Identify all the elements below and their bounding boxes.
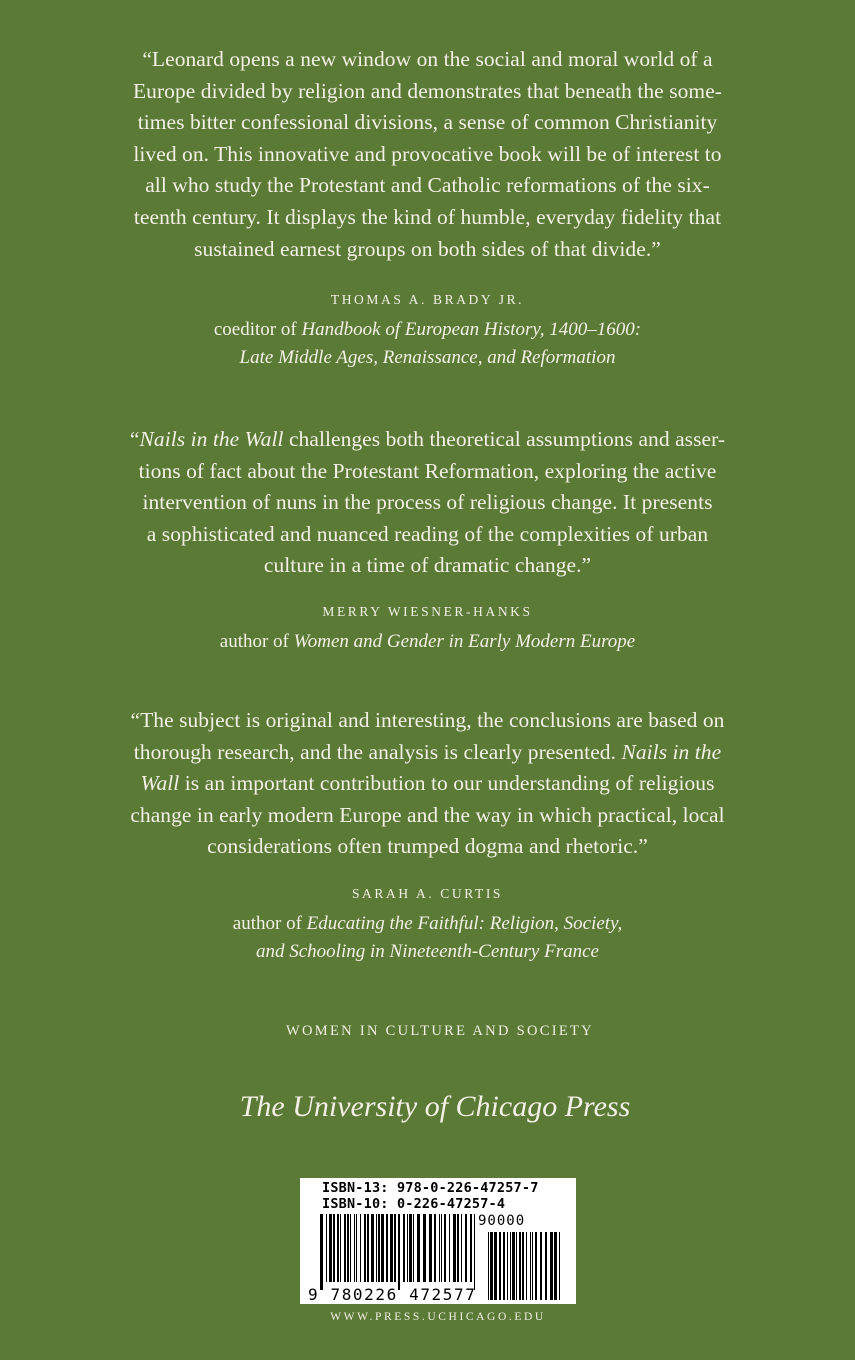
- barcode-bar: [434, 1214, 436, 1282]
- barcode-bar: [354, 1214, 355, 1282]
- blurb-line: Europe divided by religion and demonstrates that beneath the some-: [132, 78, 722, 103]
- blurb-line: “The subject is original and interesting, the conclusions are based on: [130, 708, 725, 732]
- barcode-bar: [329, 1214, 332, 1282]
- barcode-bar: [554, 1232, 557, 1300]
- barcode-bar: [507, 1232, 508, 1300]
- barcode-bar: [413, 1214, 414, 1282]
- isbn10-text: ISBN-10: 0-226-47257-4: [322, 1196, 506, 1212]
- barcode-bar: [470, 1214, 472, 1282]
- blurb-wiesner-hanks: [0, 424, 855, 582]
- barcode-bar: [367, 1214, 369, 1282]
- barcode-bar: [320, 1214, 323, 1290]
- blurb-line: lived on. This innovative and provocative book will be of interest to: [133, 141, 722, 166]
- barcode-bar: [516, 1232, 517, 1300]
- book-title: Wall: [140, 771, 180, 796]
- book-title: Nails in the Wall: [139, 427, 284, 451]
- barcode-bar: [540, 1232, 542, 1300]
- blurb-brady: [0, 44, 855, 265]
- barcode-bar: [444, 1214, 446, 1282]
- barcode-bar: [376, 1214, 377, 1282]
- barcode-bar: [326, 1214, 327, 1282]
- attribution-desc-curtis: [0, 910, 855, 966]
- barcode-bar: [490, 1232, 493, 1300]
- barcode-bar: [347, 1214, 349, 1282]
- attribution-desc-wiesner-hanks: [0, 628, 855, 656]
- blurb-line: tions of fact about the Protestant Reformation, exploring the active: [138, 458, 717, 483]
- book-title: Educating the Faithful: Religion, Society,: [306, 913, 623, 934]
- attribution-prefix: author of: [219, 631, 294, 652]
- book-title: Handbook of European History, 1400–1600:: [301, 319, 642, 340]
- attribution-desc-brady: [0, 316, 855, 372]
- barcode-bar: [535, 1232, 537, 1300]
- barcode-bar: [381, 1214, 384, 1282]
- barcode-bar: [398, 1214, 400, 1290]
- book-title: and Schooling in Nineteenth-Century France: [256, 941, 599, 962]
- barcode-bar: [423, 1214, 426, 1282]
- publisher-website: WWW.PRESS.UCHICAGO.EDU: [330, 1311, 546, 1323]
- blurb-line: challenges both theoretical assumptions and asser-: [283, 427, 726, 451]
- barcode-bar: [403, 1214, 405, 1282]
- book-title: Nails in the: [621, 739, 722, 764]
- barcode-bar: [510, 1232, 511, 1300]
- attribution-name-brady: THOMAS A. BRADY JR.: [330, 292, 525, 307]
- blurb-line: thorough research, and the analysis is clearly presented.: [133, 739, 622, 764]
- blurb-line: times bitter confessional divisions, a sense of common Christianity: [137, 110, 718, 135]
- barcode-bar: [465, 1214, 467, 1282]
- attribution-name-curtis: SARAH A. CURTIS: [351, 886, 504, 901]
- price-code: 90000: [478, 1213, 526, 1229]
- barcode-bar: [371, 1214, 374, 1282]
- barcode-bar: [344, 1214, 346, 1282]
- blurb-line: a sophisticated and nuanced reading of the complexities of urban: [146, 521, 709, 546]
- barcode-bar: [333, 1214, 335, 1282]
- blurb-line: “Leonard opens a new window on the social and moral world of a: [142, 47, 713, 71]
- book-title: Women and Gender in Early Modern Europe: [293, 631, 636, 652]
- barcode-bar: [499, 1232, 501, 1300]
- barcode-bar: [378, 1214, 380, 1282]
- barcode-bar: [474, 1214, 475, 1290]
- barcode-bar: [439, 1214, 440, 1282]
- main-barcode-bars: [320, 1214, 475, 1290]
- series-name: WOMEN IN CULTURE AND SOCIETY: [286, 1023, 594, 1039]
- blurb-line: sustained earnest groups on both sides of that divide.”: [194, 236, 661, 261]
- blurb-line: considerations often trumped dogma and rhetoric.”: [207, 834, 648, 859]
- blurb-line: teenth century. It displays the kind of humble, everyday fidelity that: [133, 204, 722, 229]
- barcode-bar: [441, 1214, 442, 1282]
- blurb-line: change in early modern Europe and the way in which practical, local: [130, 802, 725, 827]
- barcode-bar: [386, 1214, 388, 1282]
- barcode-bar: [360, 1214, 361, 1282]
- barcode-box: [300, 1178, 576, 1304]
- barcode-bar: [530, 1232, 531, 1300]
- barcode-bar: [337, 1214, 339, 1282]
- barcode-bar: [364, 1214, 366, 1282]
- barcode-bar: [417, 1214, 420, 1282]
- barcode-bar: [453, 1214, 456, 1282]
- barcode-bar: [429, 1214, 432, 1282]
- barcode-bar: [461, 1214, 462, 1282]
- barcode-bar: [407, 1214, 408, 1282]
- barcode-bar: [340, 1214, 341, 1282]
- blurb-curtis: [0, 705, 855, 863]
- blurb-line: all who study the Protestant and Catholic reformations of the six-: [145, 173, 710, 198]
- open-quote: “: [129, 427, 140, 451]
- barcode-bar: [494, 1232, 497, 1300]
- barcode-bar: [512, 1232, 515, 1300]
- isbn13-text: ISBN-13: 978-0-226-47257-7: [322, 1180, 539, 1196]
- barcode-bar: [394, 1214, 396, 1282]
- blurb-line: is an important contribution to our understanding of religious: [179, 771, 715, 796]
- barcode-bar: [457, 1214, 459, 1282]
- barcode-bar: [356, 1214, 357, 1282]
- book-title: Late Middle Ages, Renaissance, and Reformation: [239, 347, 616, 368]
- blurb-line: culture in a time of dramatic change.”: [263, 553, 592, 578]
- attribution-prefix: coeditor of: [213, 319, 302, 340]
- barcode-bar: [519, 1232, 521, 1300]
- addon-barcode-bars: [488, 1232, 560, 1300]
- publisher-name: The University of Chicago Press: [239, 1090, 631, 1123]
- barcode-bar: [559, 1232, 560, 1300]
- attribution-name-wiesner-hanks: MERRY WIESNER-HANKS: [322, 604, 533, 619]
- barcode-bar: [545, 1232, 547, 1300]
- attribution-prefix: author of: [232, 913, 307, 934]
- barcode-bar: [488, 1232, 489, 1300]
- barcode-digits: 9 780226 472577: [308, 1285, 477, 1304]
- barcode-bar: [350, 1214, 351, 1282]
- barcode-bar: [449, 1214, 450, 1282]
- barcode-bar: [503, 1232, 505, 1300]
- barcode-bar: [550, 1232, 553, 1300]
- barcode-bar: [390, 1214, 393, 1282]
- barcode-bar: [409, 1214, 412, 1282]
- barcode-bar: [526, 1232, 527, 1300]
- barcode-bar: [522, 1232, 524, 1300]
- barcode-bar: [532, 1232, 533, 1300]
- blurb-line: intervention of nuns in the process of religious change. It presents: [142, 490, 713, 515]
